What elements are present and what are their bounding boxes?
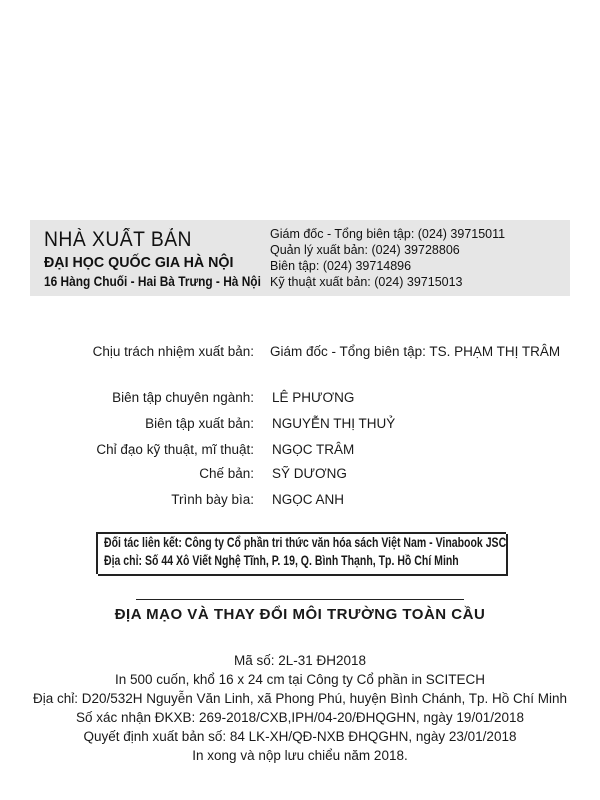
colophon-line: Quyết định xuất bản số: 84 LK-XH/QĐ-NXB ĐHQGHN, ngày 23/01/2018 <box>83 729 517 744</box>
contact-technical: Kỹ thuật xuất bản: (024) 39715013 <box>270 275 463 289</box>
credit-value: SỸ DƯƠNG <box>272 466 347 481</box>
colophon-line: In 500 cuốn, khổ 16 x 24 cm tại Công ty Cổ phần in SCITECH <box>115 672 485 687</box>
credit-value: LÊ PHƯƠNG <box>272 390 355 405</box>
partner-line: Đối tác liên kết: Công ty Cổ phần tri thức văn hóa sách Việt Nam - Vinabook JSC <box>104 535 507 550</box>
contact-editorial: Biên tập: (024) 39714896 <box>270 259 412 273</box>
credit-value: NGỌC ANH <box>272 492 345 507</box>
book-title: ĐỊA MẠO VÀ THAY ĐỔI MÔI TRƯỜNG TOÀN CẦU <box>114 606 486 623</box>
publisher-band <box>30 220 570 296</box>
credit-label: Biên tập xuất bản: <box>145 416 254 431</box>
contact-director: Giám đốc - Tổng biên tập: (024) 39715011 <box>270 227 506 241</box>
colophon-line: Địa chỉ: D20/532H Nguyễn Văn Linh, xã Phong Phú, huyện Bình Chánh, Tp. Hồ Chí Minh <box>32 691 568 706</box>
title-rule <box>136 599 464 600</box>
publisher-contacts <box>270 226 505 290</box>
credit-label: Biên tập chuyên ngành: <box>112 390 254 405</box>
contact-publishing-manager: Quản lý xuất bản: (024) 39728806 <box>270 243 460 257</box>
credit-value: Giám đốc - Tổng biên tập: TS. PHẠM THỊ TRÂM <box>270 344 561 359</box>
partner-address: Địa chỉ: Số 44 Xô Viết Nghệ Tĩnh, P. 19, Q. Bình Thạnh, Tp. Hồ Chí Minh <box>104 553 459 568</box>
publisher-university: ĐẠI HỌC QUỐC GIA HÀ NỘI <box>44 254 234 271</box>
credit-label: Chỉ đạo kỹ thuật, mĩ thuật: <box>96 442 254 457</box>
credit-value: NGUYỄN THỊ THUỶ <box>272 416 396 431</box>
credit-value: NGỌC TRÂM <box>272 442 355 457</box>
colophon-line: Mã số: 2L-31 ĐH2018 <box>233 653 367 668</box>
publisher-name: NHÀ XUẤT BẢN <box>44 228 192 251</box>
publisher-address: 16 Hàng Chuối - Hai Bà Trưng - Hà Nội <box>44 273 261 289</box>
colophon-line: Số xác nhận ĐKXB: 269-2018/CXB,IPH/04-20/ĐHQGHN, ngày 19/01/2018 <box>75 710 524 725</box>
colophon <box>0 651 600 765</box>
credit-label: Chịu trách nhiệm xuất bản: <box>92 344 254 359</box>
partner-box <box>96 532 506 574</box>
credit-label: Chế bản: <box>199 466 254 481</box>
credit-label: Trình bày bìa: <box>171 492 254 507</box>
colophon-line: In xong và nộp lưu chiểu năm 2018. <box>192 748 408 763</box>
